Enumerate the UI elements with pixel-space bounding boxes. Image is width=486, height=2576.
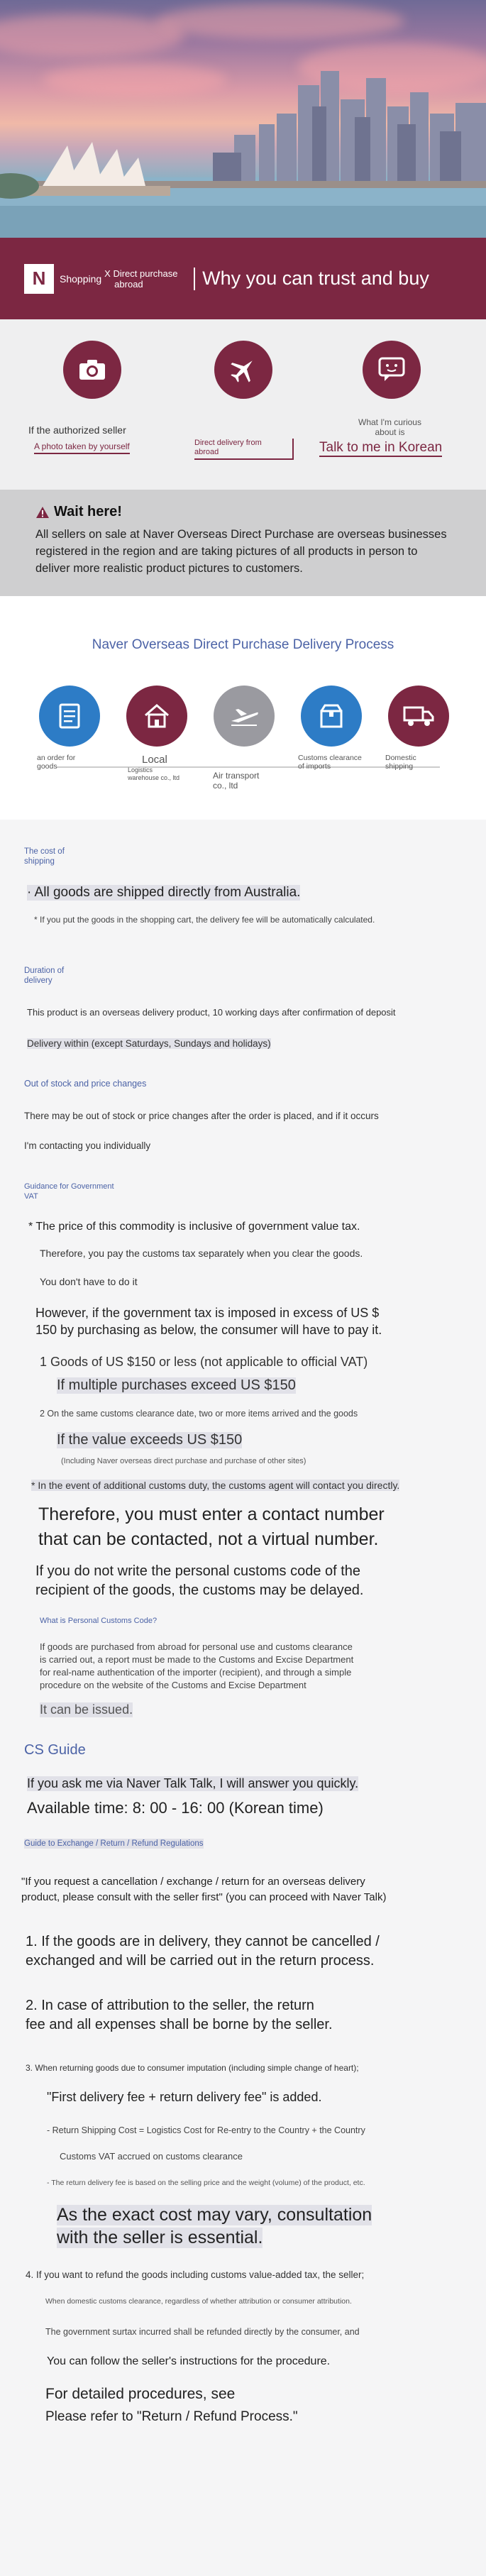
delivery-process — [0, 596, 486, 820]
vat-heading-1: Guidance for Government — [24, 1182, 114, 1191]
vat-line-1: * The price of this commodity is inclusive of government value tax. — [28, 1221, 360, 1233]
refund-rule-3e: - The return delivery fee is based on the selling price and the weight (volume) of the product, etc. — [47, 2179, 365, 2187]
talk-in-korean-link[interactable]: Talk to me in Korean — [319, 440, 442, 457]
vat-line-12: Therefore, you must enter a contact number — [38, 1504, 385, 1524]
personal-customs-code-link[interactable]: What is Personal Customs Code? — [40, 1617, 158, 1625]
process-connector-line — [57, 766, 440, 768]
step-local-line-1: Local — [142, 754, 167, 766]
step-air-line-1: Air transport — [213, 771, 260, 781]
step-order-line-2: goods — [37, 762, 57, 771]
direct-delivery-line-1: Direct delivery from — [194, 439, 262, 447]
vat-heading-2: VAT — [24, 1192, 38, 1201]
vat-line-11: * In the event of additional customs duty, the customs agent will contact you directly. — [31, 1480, 400, 1491]
wait-notice — [0, 490, 486, 596]
vat-line-15: recipient of the goods, the customs may be delayed. — [35, 1583, 364, 1598]
refund-rule-4: 4. If you want to refund the goods including customs value-added tax, the seller; — [26, 2269, 365, 2280]
vat-line-14: If you do not write the personal customs code of the — [35, 1563, 361, 1579]
step-local-line-3: warehouse co., ltd — [128, 774, 180, 781]
wait-title — [35, 504, 451, 520]
vat-heading — [24, 1182, 114, 1201]
step-air-line-2: co., ltd — [213, 781, 238, 791]
direct-delivery-label — [194, 439, 294, 460]
policy-content — [0, 820, 486, 2576]
pcc-line-2: is carried out, a report must be made to the Customs and Excise Department — [40, 1654, 354, 1665]
pcc-line-5: It can be issued. — [40, 1702, 133, 1717]
curious-label — [358, 417, 421, 437]
warning-icon — [35, 506, 50, 519]
hero-banner-image — [0, 0, 486, 238]
truck-icon — [388, 686, 449, 747]
refund-rule-4c: The government surtax incurred shall be refunded directly by the consumer, and — [45, 2327, 360, 2337]
duration-line-1: This product is an overseas delivery product, 10 working days after confirmation of deposit — [27, 1007, 396, 1018]
subtitle-line-2: abroad — [114, 278, 143, 290]
shipping-cost-heading-2: shipping — [24, 857, 55, 866]
stock-heading: Out of stock and price changes — [24, 1079, 147, 1089]
shipping-cost-heading — [24, 847, 65, 866]
camera-icon — [63, 341, 121, 399]
delivery-duration-heading-1: Duration of — [24, 967, 65, 975]
plane-takeoff-icon — [214, 686, 275, 747]
stock-line-2: I'm contacting you individually — [24, 1140, 151, 1151]
shopping-label: Shopping — [60, 273, 102, 285]
step-shipping-line-1: Domestic — [385, 754, 416, 762]
wait-body: All sellers on sale at Naver Overseas Direct Purchase are overseas businesses registered in the region and are taking pictures of all products in person to deliver more realistic product pictures to customers. — [35, 528, 447, 575]
process-title: Naver Overseas Direct Purchase Delivery Process — [92, 637, 394, 652]
refund-line-1: "If you request a cancellation / exchange / return for an overseas delivery — [21, 1876, 365, 1888]
direct-purchase-subtitle — [104, 268, 189, 290]
refund-line-2: product, please consult with the seller first" (you can proceed with Naver Talk) — [21, 1891, 387, 1903]
vat-line-10: (Including Naver overseas direct purchase and purchase of other sites) — [61, 1457, 306, 1465]
refund-detail-line-1: For detailed procedures, see — [45, 2386, 236, 2402]
duration-line-2: Delivery within (except Saturdays, Sundays and holidays) — [27, 1038, 271, 1049]
refund-heading: Guide to Exchange / Return / Refund Regulations — [24, 1839, 204, 1848]
delivery-duration-heading-2: delivery — [24, 976, 53, 985]
vat-line-6: 1 Goods of US $150 or less (not applicable to official VAT) — [40, 1355, 368, 1369]
wait-title-text: Wait here! — [54, 504, 122, 519]
refund-rule-2a: 2. In case of attribution to the seller, the return — [26, 1998, 314, 2013]
pcc-line-4: procedure on the website of the Customs and Excise Department — [40, 1680, 306, 1690]
refund-rule-3d: Customs VAT accrued on customs clearance — [60, 2151, 243, 2162]
curious-line-2: about is — [375, 427, 405, 437]
curious-line-1: What I'm curious — [358, 417, 421, 427]
step-shipping-label — [385, 754, 416, 771]
delivery-duration-heading — [24, 966, 64, 986]
step-customs-line-1: Customs clearance — [298, 754, 362, 762]
title-bar — [0, 238, 486, 319]
vat-line-13: that can be contacted, not a virtual number. — [38, 1529, 379, 1549]
refund-rule-4b: When domestic customs clearance, regardless of whether attribution or consumer attribution. — [45, 2297, 352, 2306]
refund-rule-1b: exchanged and will be carried out in the return process. — [26, 1953, 375, 1969]
refund-rule-1a: 1. If the goods are in delivery, they cannot be cancelled / — [26, 1934, 380, 1949]
refund-detail-line-2: Please refer to "Return / Refund Process." — [45, 2409, 298, 2424]
trust-features — [0, 319, 486, 490]
naver-logo: N — [24, 264, 54, 294]
shopping-cart-note: * If you put the goods in the shopping cart, the delivery fee will be automatically calculated. — [34, 915, 375, 925]
step-air-label — [213, 771, 259, 791]
pcc-line-3: for real-name authentication of the importer (recipient), and through a simple — [40, 1667, 352, 1678]
stock-line-1: There may be out of stock or price changes after the order is placed, and if it occurs — [24, 1111, 379, 1121]
cs-line-1: If you ask me via Naver Talk Talk, I will answer you quickly. — [27, 1776, 359, 1790]
step-customs-line-2: of imports — [298, 762, 331, 771]
vat-line-3: You don't have to do it — [40, 1276, 138, 1287]
step-local-label — [128, 754, 180, 782]
why-trust-heading: Why you can trust and buy — [202, 268, 429, 289]
shipping-cost-heading-1: The cost of — [24, 847, 65, 856]
cs-guide-heading: CS Guide — [24, 1742, 86, 1758]
step-order-line-1: an order for — [37, 754, 76, 762]
title-separator — [194, 268, 195, 290]
refund-rule-2b: fee and all expenses shall be borne by the seller. — [26, 2017, 333, 2032]
airplane-icon — [214, 341, 272, 399]
box-icon — [301, 686, 362, 747]
vat-line-2: Therefore, you pay the customs tax separately when you clear the goods. — [40, 1248, 363, 1259]
vat-line-9: If the value exceeds US $150 — [57, 1432, 243, 1448]
pcc-line-1: If goods are purchased from abroad for personal use and customs clearance — [40, 1641, 353, 1652]
vat-line-4: However, if the government tax is imposed in excess of US $ — [35, 1306, 380, 1320]
photo-by-yourself-label: A photo taken by yourself — [34, 441, 130, 454]
step-order-label — [37, 754, 75, 771]
direct-delivery-line-2: abroad — [194, 448, 219, 456]
subtitle-line-1: X Direct purchase — [104, 268, 178, 279]
vat-line-5: 150 by purchasing as below, the consumer will have to pay it. — [35, 1323, 382, 1337]
refund-rule-3: 3. When returning goods due to consumer imputation (including simple change of heart); — [26, 2063, 359, 2073]
house-icon — [126, 686, 187, 747]
refund-rule-3g: with the seller is essential. — [57, 2228, 263, 2247]
refund-rule-3b: "First delivery fee + return delivery fee" is added. — [47, 2090, 322, 2104]
step-local-line-2: Logistics — [128, 766, 153, 774]
step-customs-label — [298, 754, 362, 771]
cs-line-2: Available time: 8: 00 - 16: 00 (Korean time) — [27, 1799, 324, 1817]
refund-rule-4d: You can follow the seller's instructions for the procedure. — [47, 2355, 331, 2367]
document-icon — [39, 686, 100, 747]
city-skyline — [0, 0, 486, 238]
authorized-seller-label: If the authorized seller — [28, 424, 126, 436]
step-shipping-line-2: shipping — [385, 762, 414, 771]
chat-icon — [363, 341, 421, 399]
shipped-from-australia: · All goods are shipped directly from Australia. — [27, 885, 301, 900]
refund-rule-3c: - Return Shipping Cost = Logistics Cost for Re-entry to the Country + the Country — [47, 2125, 365, 2135]
vat-line-7: If multiple purchases exceed US $150 — [57, 1377, 296, 1393]
vat-line-8: 2 On the same customs clearance date, two or more items arrived and the goods — [40, 1409, 358, 1419]
refund-rule-3f: As the exact cost may vary, consultation — [57, 2205, 372, 2225]
